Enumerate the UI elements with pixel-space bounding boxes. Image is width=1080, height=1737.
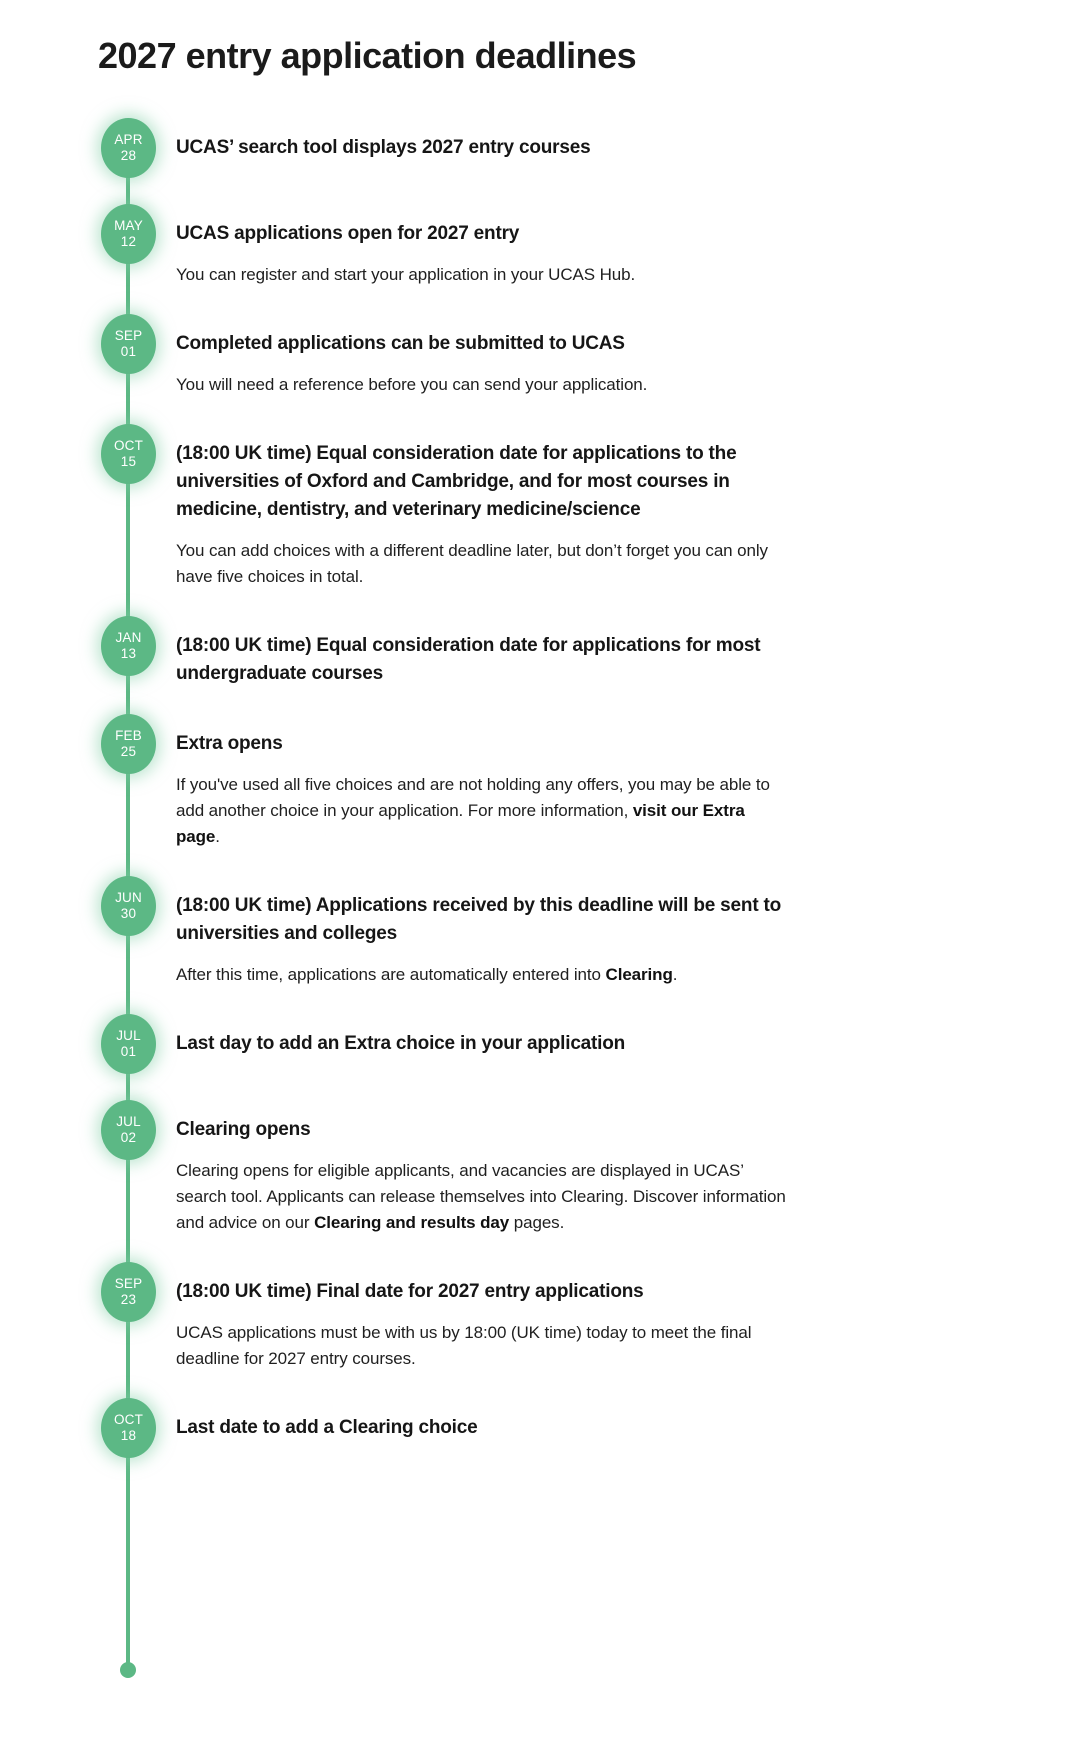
timeline-item bbox=[101, 876, 1020, 988]
body-text: Clearing opens for eligible applicants, and vacancies are displayed in UCAS’ search tool. Applicants can release themselves into Clearing. Discover information and advice on our bbox=[176, 1161, 786, 1232]
date-month: MAY bbox=[114, 218, 143, 233]
timeline bbox=[101, 118, 1020, 1680]
item-body bbox=[176, 1320, 786, 1372]
inline-link[interactable]: visit our Extra page bbox=[176, 801, 745, 846]
item-content bbox=[156, 118, 590, 162]
date-day: 30 bbox=[120, 906, 137, 921]
date-badge-column bbox=[101, 714, 156, 774]
date-badge-column bbox=[101, 1014, 156, 1074]
item-body bbox=[176, 372, 647, 398]
date-badge bbox=[101, 314, 156, 374]
item-body bbox=[176, 772, 786, 850]
item-heading: Clearing opens bbox=[176, 1119, 311, 1140]
item-content bbox=[156, 1262, 786, 1372]
date-month: APR bbox=[114, 132, 143, 147]
date-badge-column bbox=[101, 314, 156, 374]
date-day: 18 bbox=[120, 1428, 137, 1443]
date-badge-column bbox=[101, 1100, 156, 1160]
date-badge bbox=[101, 616, 156, 676]
date-badge bbox=[101, 1398, 156, 1458]
item-content bbox=[156, 876, 786, 988]
timeline-end-dot bbox=[120, 1662, 136, 1678]
body-text: If you've used all five choices and are not holding any offers, you may be able to add another choice in your application. For more information, bbox=[176, 775, 770, 820]
item-heading: Extra opens bbox=[176, 733, 283, 754]
item-content bbox=[156, 616, 786, 688]
date-badge-column bbox=[101, 204, 156, 264]
date-day: 01 bbox=[120, 1044, 137, 1059]
body-text: pages. bbox=[509, 1213, 565, 1232]
item-heading: (18:00 UK time) Final date for 2027 entry applications bbox=[176, 1281, 644, 1302]
date-day: 25 bbox=[120, 744, 137, 759]
item-body bbox=[176, 262, 635, 288]
body-text: UCAS applications must be with us by 18:00 (UK time) today to meet the final deadline for 2027 entry courses. bbox=[176, 1323, 752, 1368]
timeline-item bbox=[101, 424, 1020, 590]
item-body bbox=[176, 538, 786, 590]
date-month: FEB bbox=[115, 728, 142, 743]
item-content bbox=[156, 1100, 786, 1236]
item-heading: UCAS’ search tool displays 2027 entry courses bbox=[176, 137, 591, 158]
date-badge bbox=[101, 1014, 156, 1074]
item-content bbox=[156, 1398, 478, 1442]
item-heading: (18:00 UK time) Applications received by this deadline will be sent to universities and colleges bbox=[176, 895, 782, 944]
item-content bbox=[156, 424, 786, 590]
item-heading: Last date to add a Clearing choice bbox=[176, 1417, 478, 1438]
item-content bbox=[156, 204, 635, 288]
date-badge-column bbox=[101, 876, 156, 936]
date-badge bbox=[101, 1262, 156, 1322]
timeline-item bbox=[101, 118, 1020, 178]
date-day: 13 bbox=[120, 646, 137, 661]
timeline-item bbox=[101, 1262, 1020, 1372]
date-badge-column bbox=[101, 118, 156, 178]
date-month: JUN bbox=[115, 890, 142, 905]
timeline-item bbox=[101, 616, 1020, 688]
date-day: 23 bbox=[120, 1292, 137, 1307]
date-month: OCT bbox=[113, 1412, 144, 1427]
page-title: 2027 entry application deadlines bbox=[98, 35, 637, 76]
date-badge-column bbox=[101, 616, 156, 676]
date-month: SEP bbox=[114, 328, 143, 343]
body-text: You will need a reference before you can send your application. bbox=[176, 375, 648, 394]
date-day: 02 bbox=[120, 1130, 137, 1145]
date-month: JUL bbox=[116, 1028, 141, 1043]
timeline-item bbox=[101, 1398, 1020, 1458]
item-content bbox=[156, 714, 786, 850]
body-text: . bbox=[672, 965, 678, 984]
date-month: JUL bbox=[116, 1114, 141, 1129]
date-badge bbox=[101, 118, 156, 178]
date-month: OCT bbox=[113, 438, 144, 453]
date-badge bbox=[101, 204, 156, 264]
item-body bbox=[176, 1158, 786, 1236]
item-content bbox=[156, 314, 647, 398]
item-body bbox=[176, 962, 786, 988]
timeline-item bbox=[101, 714, 1020, 850]
item-heading: Completed applications can be submitted to UCAS bbox=[176, 333, 625, 354]
date-month: SEP bbox=[114, 1276, 143, 1291]
date-day: 28 bbox=[120, 148, 137, 163]
date-day: 12 bbox=[120, 234, 137, 249]
timeline-item bbox=[101, 204, 1020, 288]
inline-link[interactable]: Clearing and results day bbox=[314, 1213, 510, 1232]
date-badge bbox=[101, 876, 156, 936]
body-text: . bbox=[215, 827, 220, 846]
date-badge bbox=[101, 424, 156, 484]
item-heading: UCAS applications open for 2027 entry bbox=[176, 223, 520, 244]
inline-link[interactable]: Clearing bbox=[605, 965, 673, 984]
date-day: 01 bbox=[120, 344, 137, 359]
timeline-item bbox=[101, 314, 1020, 398]
date-month: JAN bbox=[115, 630, 142, 645]
date-badge-column bbox=[101, 1398, 156, 1458]
date-badge bbox=[101, 714, 156, 774]
date-badge bbox=[101, 1100, 156, 1160]
body-text: After this time, applications are automatically entered into bbox=[176, 965, 606, 984]
item-heading: (18:00 UK time) Equal consideration date for applications for most undergraduate courses bbox=[176, 635, 761, 684]
date-day: 15 bbox=[120, 454, 137, 469]
timeline-items bbox=[101, 118, 1020, 1458]
timeline-item bbox=[101, 1100, 1020, 1236]
timeline-item bbox=[101, 1014, 1020, 1074]
date-badge-column bbox=[101, 1262, 156, 1322]
date-badge-column bbox=[101, 424, 156, 484]
item-heading: (18:00 UK time) Equal consideration date for applications to the universities of Oxford and Cambridge, and for most courses in medicine, dentistry, and veterinary medicine/science bbox=[176, 443, 737, 520]
body-text: You can register and start your application in your UCAS Hub. bbox=[176, 265, 636, 284]
item-content bbox=[156, 1014, 625, 1058]
body-text: You can add choices with a different deadline later, but don’t forget you can only have five choices in total. bbox=[176, 541, 768, 586]
item-heading: Last day to add an Extra choice in your application bbox=[176, 1033, 626, 1054]
